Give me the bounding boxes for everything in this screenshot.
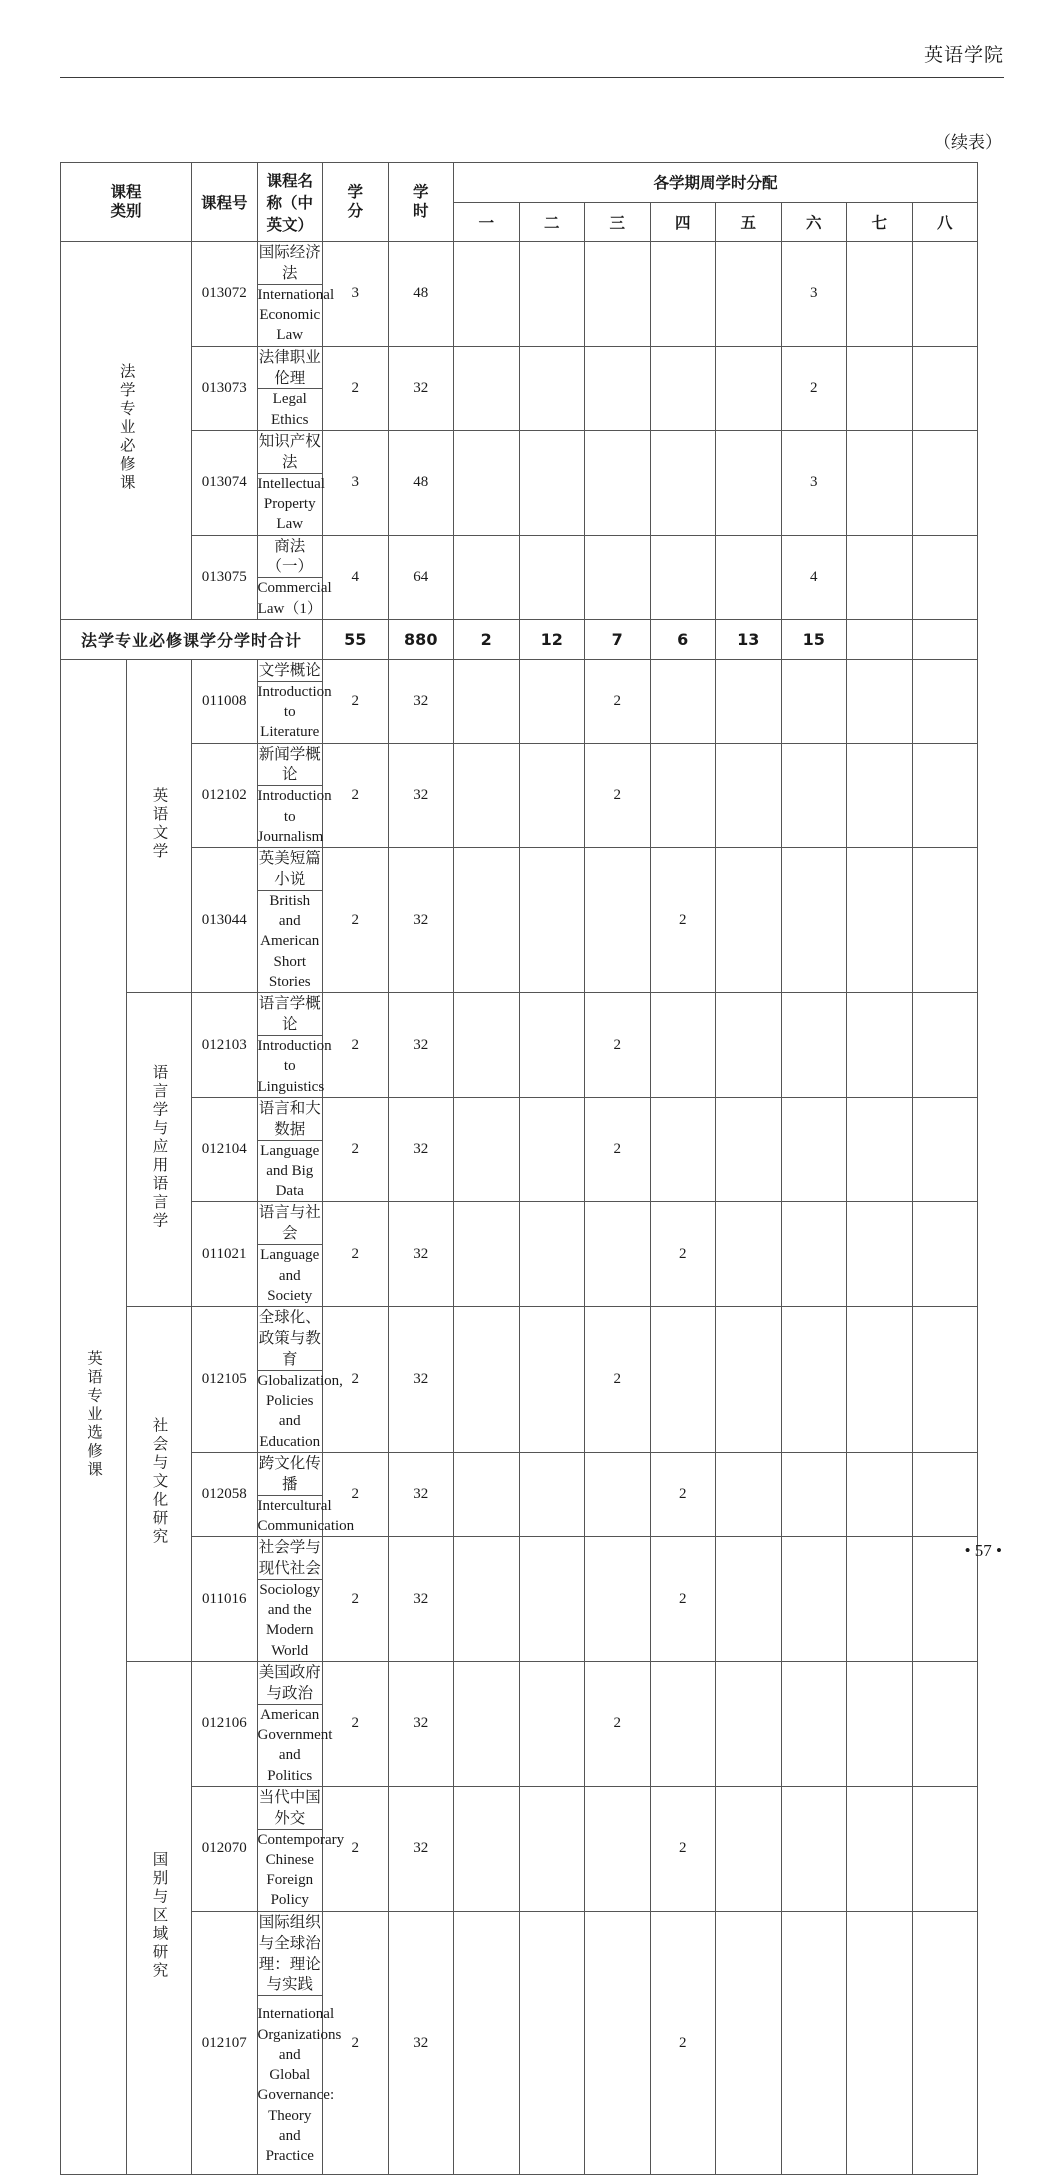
header-semester-4: 四 xyxy=(650,202,716,242)
course-credit: 2 xyxy=(323,1661,389,1786)
summary-semester-2: 12 xyxy=(519,619,585,659)
semester-7-hours xyxy=(847,848,913,993)
semester-7-hours xyxy=(847,1537,913,1662)
semester-8-hours xyxy=(912,1202,978,1307)
course-name-cn: 跨文化传播 xyxy=(257,1452,323,1495)
course-credit: 2 xyxy=(323,346,389,430)
page-header xyxy=(60,40,1004,90)
semester-8-hours xyxy=(912,659,978,743)
header-credit-line1: 学 xyxy=(347,182,363,201)
semester-4-hours: 2 xyxy=(650,1452,716,1536)
semester-1-hours xyxy=(454,1661,520,1786)
table-row xyxy=(61,535,978,578)
semester-2-hours xyxy=(519,1202,585,1307)
continued-table-label: （续表） xyxy=(934,133,1002,153)
course-name-en: International Economic Law xyxy=(257,284,323,346)
course-hours: 32 xyxy=(388,743,454,848)
semester-2-hours xyxy=(519,659,585,743)
semester-7-hours xyxy=(847,1911,913,2175)
course-name-cn: 当代中国外交 xyxy=(257,1786,323,1829)
semester-6-hours xyxy=(781,1452,847,1536)
subcategory-label-english-literature xyxy=(126,659,192,992)
semester-4-hours: 2 xyxy=(650,1911,716,2175)
course-name-cn: 文学概论 xyxy=(257,659,323,681)
semester-5-hours xyxy=(716,1661,782,1786)
course-hours: 64 xyxy=(388,535,454,619)
course-hours: 32 xyxy=(388,1307,454,1453)
semester-3-hours: 2 xyxy=(585,1097,651,1202)
semester-3-hours xyxy=(585,848,651,993)
course-name-en: American Government and Politics xyxy=(257,1704,323,1786)
header-semester-7: 七 xyxy=(847,202,913,242)
semester-4-hours: 2 xyxy=(650,848,716,993)
course-code: 011008 xyxy=(192,659,258,743)
semester-4-hours xyxy=(650,242,716,347)
semester-7-hours xyxy=(847,1202,913,1307)
subcategory-text: 国别与区域研究 xyxy=(150,1850,169,1981)
course-credit: 2 xyxy=(323,743,389,848)
semester-1-hours xyxy=(454,1452,520,1536)
course-name-en: Introduction to Journalism xyxy=(257,786,323,848)
course-code: 012103 xyxy=(192,993,258,1098)
course-hours: 32 xyxy=(388,1537,454,1662)
semester-3-hours: 2 xyxy=(585,659,651,743)
semester-5-hours xyxy=(716,659,782,743)
semester-8-hours xyxy=(912,743,978,848)
semester-3-hours: 2 xyxy=(585,993,651,1098)
course-name-cn: 语言与社会 xyxy=(257,1202,323,1245)
semester-6-hours xyxy=(781,659,847,743)
semester-3-hours xyxy=(585,1537,651,1662)
semester-5-hours xyxy=(716,1786,782,1911)
course-hours: 32 xyxy=(388,1202,454,1307)
course-name-cn: 新闻学概论 xyxy=(257,743,323,786)
semester-5-hours xyxy=(716,1537,782,1662)
table-row xyxy=(61,1537,978,1580)
table-row xyxy=(61,848,978,891)
semester-7-hours xyxy=(847,1786,913,1911)
semester-8-hours xyxy=(912,242,978,347)
course-name-en: Intellectual Property Law xyxy=(257,473,323,535)
category-text: 英语专业选修课 xyxy=(84,1349,103,1480)
semester-7-hours xyxy=(847,1307,913,1453)
course-name-en: Introduction to Literature xyxy=(257,681,323,743)
semester-3-hours xyxy=(585,535,651,619)
semester-3-hours xyxy=(585,1786,651,1911)
table-row xyxy=(61,430,978,473)
summary-row-law-required xyxy=(61,619,978,659)
semester-1-hours xyxy=(454,659,520,743)
semester-4-hours xyxy=(650,1307,716,1453)
semester-8-hours xyxy=(912,430,978,535)
course-name-cn: 商法（一） xyxy=(257,535,323,578)
category-label-english-elective xyxy=(61,659,127,2174)
summary-semester-6: 15 xyxy=(781,619,847,659)
header-semester-5: 五 xyxy=(716,202,782,242)
course-name-cn: 知识产权法 xyxy=(257,430,323,473)
course-code: 012070 xyxy=(192,1786,258,1911)
semester-7-hours xyxy=(847,1452,913,1536)
semester-1-hours xyxy=(454,346,520,430)
header-credit xyxy=(323,163,389,242)
header-category-line2: 类别 xyxy=(110,202,142,220)
table-header-row-1 xyxy=(61,163,978,203)
semester-6-hours xyxy=(781,1097,847,1202)
course-code: 012104 xyxy=(192,1097,258,1202)
semester-6-hours xyxy=(781,743,847,848)
semester-3-hours xyxy=(585,1452,651,1536)
course-credit: 2 xyxy=(323,1202,389,1307)
table-row xyxy=(61,1786,978,1829)
semester-1-hours xyxy=(454,1202,520,1307)
course-hours: 32 xyxy=(388,1097,454,1202)
semester-4-hours xyxy=(650,993,716,1098)
course-name-en: International Organizations and Global Governance: Theory and Practice xyxy=(257,1996,323,2175)
course-code: 012102 xyxy=(192,743,258,848)
course-credit: 2 xyxy=(323,1097,389,1202)
course-credit: 2 xyxy=(323,659,389,743)
category-text: 法学专业必修课 xyxy=(117,363,136,493)
summary-semester-8 xyxy=(912,619,978,659)
header-semester-3: 三 xyxy=(585,202,651,242)
course-name-en: Introduction to Linguistics xyxy=(257,1036,323,1098)
course-credit: 3 xyxy=(323,242,389,347)
subcategory-text: 语言学与应用语言学 xyxy=(150,1063,169,1231)
subcategory-text: 英语文学 xyxy=(150,786,169,861)
semester-2-hours xyxy=(519,535,585,619)
semester-5-hours xyxy=(716,993,782,1098)
semester-3-hours: 2 xyxy=(585,1307,651,1453)
semester-3-hours xyxy=(585,1911,651,2175)
course-name-cn: 语言和大数据 xyxy=(257,1097,323,1140)
semester-6-hours xyxy=(781,1537,847,1662)
semester-4-hours xyxy=(650,346,716,430)
semester-1-hours xyxy=(454,1097,520,1202)
course-name-en: Language and Big Data xyxy=(257,1140,323,1202)
course-credit: 4 xyxy=(323,535,389,619)
semester-1-hours xyxy=(454,993,520,1098)
subcategory-label-society-culture xyxy=(126,1307,192,1662)
semester-7-hours xyxy=(847,346,913,430)
table-row xyxy=(61,1911,978,1996)
header-semester-8: 八 xyxy=(912,202,978,242)
table-row xyxy=(61,346,978,389)
subcategory-label-area-studies xyxy=(126,1661,192,2174)
summary-semester-5: 13 xyxy=(716,619,782,659)
semester-5-hours xyxy=(716,1307,782,1453)
course-hours: 32 xyxy=(388,993,454,1098)
semester-4-hours xyxy=(650,535,716,619)
semester-8-hours xyxy=(912,1786,978,1911)
summary-semester-1: 2 xyxy=(454,619,520,659)
course-hours: 48 xyxy=(388,430,454,535)
course-credit: 2 xyxy=(323,1786,389,1911)
course-code: 013073 xyxy=(192,346,258,430)
semester-1-hours xyxy=(454,848,520,993)
table-head xyxy=(61,163,978,242)
course-credit: 2 xyxy=(323,1911,389,2175)
semester-2-hours xyxy=(519,743,585,848)
semester-8-hours xyxy=(912,848,978,993)
summary-hours: 880 xyxy=(388,619,454,659)
semester-7-hours xyxy=(847,1097,913,1202)
summary-semester-7 xyxy=(847,619,913,659)
semester-5-hours xyxy=(716,1202,782,1307)
course-name-en: Language and Society xyxy=(257,1245,323,1307)
semester-2-hours xyxy=(519,1661,585,1786)
header-category xyxy=(61,163,192,242)
table-row xyxy=(61,242,978,285)
semester-4-hours xyxy=(650,1661,716,1786)
semester-8-hours xyxy=(912,1911,978,2175)
semester-5-hours xyxy=(716,1911,782,2175)
semester-6-hours xyxy=(781,1202,847,1307)
summary-semester-4: 6 xyxy=(650,619,716,659)
semester-4-hours: 2 xyxy=(650,1786,716,1911)
semester-7-hours xyxy=(847,993,913,1098)
semester-1-hours xyxy=(454,1911,520,2175)
semester-8-hours xyxy=(912,346,978,430)
semester-2-hours xyxy=(519,993,585,1098)
course-name-cn: 英美短篇小说 xyxy=(257,848,323,891)
semester-4-hours xyxy=(650,430,716,535)
semester-8-hours xyxy=(912,1097,978,1202)
course-hours: 32 xyxy=(388,848,454,993)
semester-8-hours xyxy=(912,1452,978,1536)
semester-2-hours xyxy=(519,1786,585,1911)
semester-8-hours xyxy=(912,993,978,1098)
table-row xyxy=(61,1661,978,1704)
semester-1-hours xyxy=(454,535,520,619)
course-name-cn: 社会学与现代社会 xyxy=(257,1537,323,1580)
semester-6-hours xyxy=(781,848,847,993)
semester-5-hours xyxy=(716,1097,782,1202)
semester-2-hours xyxy=(519,430,585,535)
header-semester-6: 六 xyxy=(781,202,847,242)
semester-4-hours xyxy=(650,743,716,848)
course-hours: 48 xyxy=(388,242,454,347)
course-name-cn: 全球化、政策与教育 xyxy=(257,1307,323,1371)
semester-6-hours: 4 xyxy=(781,535,847,619)
header-hours xyxy=(388,163,454,242)
semester-6-hours: 3 xyxy=(781,242,847,347)
summary-credit: 55 xyxy=(323,619,389,659)
semester-2-hours xyxy=(519,1307,585,1453)
subcategory-label-linguistics xyxy=(126,993,192,1307)
semester-8-hours xyxy=(912,1307,978,1453)
table-row xyxy=(61,659,978,681)
header-semester-1: 一 xyxy=(454,202,520,242)
course-hours: 32 xyxy=(388,1452,454,1536)
semester-6-hours: 3 xyxy=(781,430,847,535)
page-number: • 57 • xyxy=(964,1541,1002,1560)
semester-6-hours xyxy=(781,1661,847,1786)
semester-2-hours xyxy=(519,1537,585,1662)
semester-1-hours xyxy=(454,242,520,347)
course-hours: 32 xyxy=(388,346,454,430)
course-name-en: Intercultural Communication xyxy=(257,1495,323,1537)
semester-5-hours xyxy=(716,1452,782,1536)
course-hours: 32 xyxy=(388,1786,454,1911)
semester-7-hours xyxy=(847,743,913,848)
header-rule xyxy=(60,77,1004,78)
course-code: 011021 xyxy=(192,1202,258,1307)
course-code: 013072 xyxy=(192,242,258,347)
course-name-cn: 美国政府与政治 xyxy=(257,1661,323,1704)
course-code: 013075 xyxy=(192,535,258,619)
semester-4-hours: 2 xyxy=(650,1537,716,1662)
course-credit: 2 xyxy=(323,1452,389,1536)
semester-2-hours xyxy=(519,1452,585,1536)
semester-2-hours xyxy=(519,242,585,347)
semester-6-hours xyxy=(781,1307,847,1453)
semester-3-hours xyxy=(585,430,651,535)
semester-3-hours xyxy=(585,242,651,347)
course-name-en: Globalization, Policies and Education xyxy=(257,1370,323,1452)
course-name-cn: 语言学概论 xyxy=(257,993,323,1036)
course-hours: 32 xyxy=(388,1661,454,1786)
header-course-code: 课程号 xyxy=(192,163,258,242)
course-code: 013074 xyxy=(192,430,258,535)
semester-1-hours xyxy=(454,743,520,848)
semester-6-hours xyxy=(781,993,847,1098)
semester-3-hours xyxy=(585,1202,651,1307)
course-code: 012107 xyxy=(192,1911,258,2175)
course-hours: 32 xyxy=(388,1911,454,2175)
course-credit: 2 xyxy=(323,1307,389,1453)
semester-1-hours xyxy=(454,1537,520,1662)
semester-6-hours xyxy=(781,1911,847,2175)
header-category-line1: 课程 xyxy=(110,182,142,201)
curriculum-table xyxy=(60,162,978,2175)
course-name-en: Commercial Law（1） xyxy=(257,578,323,620)
semester-4-hours: 2 xyxy=(650,1202,716,1307)
semester-8-hours xyxy=(912,535,978,619)
semester-2-hours xyxy=(519,848,585,993)
course-name-cn: 国际组织与全球治理：理论与实践 xyxy=(257,1911,323,1996)
semester-1-hours xyxy=(454,1786,520,1911)
course-name-en: British and American Short Stories xyxy=(257,890,323,992)
header-hours-line1: 学 xyxy=(412,182,429,201)
summary-semester-3: 7 xyxy=(585,619,651,659)
semester-5-hours xyxy=(716,743,782,848)
course-code: 013044 xyxy=(192,848,258,993)
course-credit: 3 xyxy=(323,430,389,535)
semester-2-hours xyxy=(519,346,585,430)
header-course-name: 课程名称（中英文） xyxy=(257,163,323,242)
semester-5-hours xyxy=(716,535,782,619)
semester-3-hours xyxy=(585,346,651,430)
semester-3-hours: 2 xyxy=(585,1661,651,1786)
course-credit: 2 xyxy=(323,848,389,993)
semester-5-hours xyxy=(716,242,782,347)
semester-5-hours xyxy=(716,848,782,993)
semester-7-hours xyxy=(847,430,913,535)
category-label-law-required xyxy=(61,242,192,620)
table-row xyxy=(61,1202,978,1245)
semester-1-hours xyxy=(454,1307,520,1453)
course-credit: 2 xyxy=(323,993,389,1098)
semester-7-hours xyxy=(847,1661,913,1786)
semester-2-hours xyxy=(519,1911,585,2175)
semester-4-hours xyxy=(650,659,716,743)
header-credit-line2: 分 xyxy=(347,202,363,220)
curriculum-table-wrapper xyxy=(60,162,978,2175)
summary-label: 法学专业必修课学分学时合计 xyxy=(61,619,323,659)
course-credit: 2 xyxy=(323,1537,389,1662)
table-row xyxy=(61,993,978,1036)
semester-3-hours: 2 xyxy=(585,743,651,848)
course-name-cn: 法律职业伦理 xyxy=(257,346,323,389)
course-code: 011016 xyxy=(192,1537,258,1662)
header-semester-group: 各学期周学时分配 xyxy=(454,163,978,203)
semester-7-hours xyxy=(847,242,913,347)
semester-7-hours xyxy=(847,535,913,619)
semester-8-hours xyxy=(912,1661,978,1786)
semester-6-hours: 2 xyxy=(781,346,847,430)
semester-1-hours xyxy=(454,430,520,535)
header-hours-line2: 时 xyxy=(412,202,429,220)
table-row xyxy=(61,1307,978,1371)
table-row xyxy=(61,743,978,786)
semester-5-hours xyxy=(716,346,782,430)
course-name-en: Sociology and the Modern World xyxy=(257,1579,323,1661)
course-code: 012058 xyxy=(192,1452,258,1536)
subcategory-text: 社会与文化研究 xyxy=(150,1416,169,1547)
table-row xyxy=(61,1097,978,1140)
semester-6-hours xyxy=(781,1786,847,1911)
course-code: 012105 xyxy=(192,1307,258,1453)
semester-5-hours xyxy=(716,430,782,535)
course-hours: 32 xyxy=(388,659,454,743)
header-title: 英语学院 xyxy=(923,44,1004,66)
course-code: 012106 xyxy=(192,1661,258,1786)
course-name-en: Legal Ethics xyxy=(257,389,323,431)
header-semester-2: 二 xyxy=(519,202,585,242)
course-name-cn: 国际经济法 xyxy=(257,242,323,285)
semester-4-hours xyxy=(650,1097,716,1202)
course-name-en: Contemporary Chinese Foreign Policy xyxy=(257,1829,323,1911)
table-row xyxy=(61,1452,978,1495)
semester-7-hours xyxy=(847,659,913,743)
table-body xyxy=(61,242,978,2175)
semester-2-hours xyxy=(519,1097,585,1202)
